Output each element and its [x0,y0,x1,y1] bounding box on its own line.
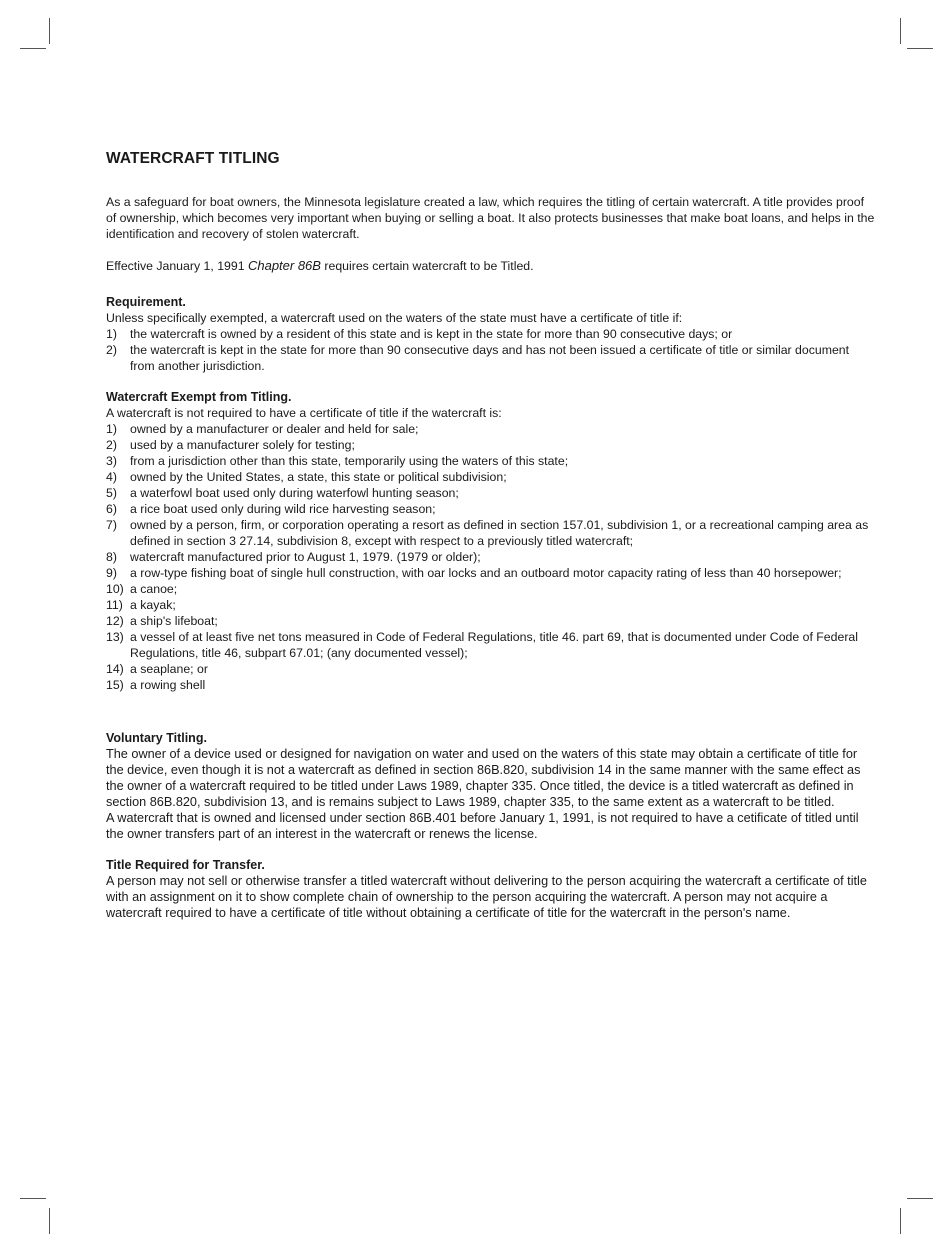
item-number: 8) [106,550,117,564]
item-number: 1) [106,327,117,341]
list-item [106,326,876,342]
item-text: a ship's lifeboat; [130,614,218,628]
crop-mark [49,1208,50,1234]
item-text: owned by a person, firm, or corporation operating a resort as defined in section 157.01, subdivision 1, or a recreational camping area as defined in section 3 27.14, subdivision 8, except with respect to a previously titled watercraft; [130,518,869,548]
requirement-section [106,294,876,374]
crop-mark [20,1198,46,1199]
list-item [106,469,876,485]
item-text: from a jurisdiction other than this state, temporarily using the waters of this state; [130,454,569,468]
crop-mark [907,1198,933,1199]
requirement-heading: Requirement. [106,295,186,309]
exempt-heading: Watercraft Exempt from Titling. [106,390,292,404]
item-text: used by a manufacturer solely for testing; [130,438,355,452]
transfer-heading: Title Required for Transfer. [106,858,265,872]
item-number: 14) [106,662,124,676]
list-item [106,437,876,453]
item-number: 5) [106,486,117,500]
list-item [106,421,876,437]
item-text: a vessel of at least five net tons measured in Code of Federal Regulations, title 46. part 69, that is documented under Code of Federal Regulations, title 46, subpart 67.01; (any documented vessel); [130,630,858,660]
item-number: 10) [106,582,124,596]
item-number: 3) [106,454,117,468]
crop-mark [907,48,933,49]
exempt-section [106,389,876,693]
item-text: a row-type fishing boat of single hull construction, with oar locks and an outboard motor capacity rating of less than 40 horsepower; [130,566,842,580]
chapter-reference: Chapter 86B [247,258,321,273]
list-item [106,677,876,693]
item-number: 2) [106,343,117,357]
exempt-list [106,421,876,693]
item-number: 12) [106,614,124,628]
licensed-watercraft-paragraph: A watercraft that is owned and licensed under section 86B.401 before January 1, 1991, is not required to have a cetificate of titled until the owner transfers part of an interest in the watercraft or renews the license. [106,811,859,841]
item-text: a seaplane; or [130,662,208,676]
list-item [106,597,876,613]
list-item [106,613,876,629]
crop-mark [20,48,46,49]
list-item [106,661,876,677]
item-text: a kayak; [130,598,176,612]
transfer-section [106,857,876,921]
effective-prefix: Effective January 1, 1991 [106,259,245,273]
list-item [106,485,876,501]
crop-mark [900,1208,901,1234]
item-text: owned by a manufacturer or dealer and held for sale; [130,422,419,436]
transfer-paragraph: A person may not sell or otherwise transfer a titled watercraft without delivering to the person acquiring the watercraft a certificate of title with an assignment on it to show complete chain of ownership to the person acquiring the watercraft. A person may not acquire a watercraft required to have a certificate of title without obtaining a certificate of title for the watercraft in the person's name. [106,874,867,920]
list-item [106,342,876,374]
list-item [106,549,876,565]
effective-date-line [106,258,876,274]
item-text: a rice boat used only during wild rice harvesting season; [130,502,436,516]
item-text: a canoe; [130,582,178,596]
list-item [106,501,876,517]
voluntary-paragraph: The owner of a device used or designed for navigation on water and used on the waters of this state may obtain a certificate of title for the device, even though it is not a watercraft as defined in section 86B.820, subdivision 14 in the same manner with the same effect as the owner of a watercraft required to be titled under Laws 1989, chapter 335. Once titled, the device is a titled watercraft as defined in section 86B.820, subdivision 13, and is remains subject to Laws 1989, chapter 335, to the same extent as a watercraft to be titled. [106,747,861,809]
item-number: 9) [106,566,117,580]
crop-mark [900,18,901,44]
crop-mark [49,18,50,44]
item-number: 2) [106,438,117,452]
page-title: WATERCRAFT TITLING [106,150,280,167]
item-number: 4) [106,470,117,484]
item-text: watercraft manufactured prior to August 1, 1979. (1979 or older); [130,550,481,564]
item-number: 6) [106,502,117,516]
effective-suffix: requires certain watercraft to be Titled. [324,259,534,273]
item-text: the watercraft is kept in the state for more than 90 consecutive days and has not been issued a certificate of title or similar document from another jurisdiction. [130,343,850,373]
item-text: the watercraft is owned by a resident of this state and is kept in the state for more than 90 consecutive days; or [130,327,733,341]
item-number: 7) [106,518,117,532]
list-item [106,517,876,549]
item-number: 11) [106,598,123,612]
requirement-lead: Unless specifically exempted, a watercraft used on the waters of the state must have a certificate of title if: [106,311,683,325]
item-number: 15) [106,678,124,692]
requirement-list [106,326,876,374]
intro-paragraph: As a safeguard for boat owners, the Minnesota legislature created a law, which requires the titling of certain watercraft. A title provides proof of ownership, which becomes very important when buying or selling a boat. It also protects businesses that make boat loans, and helps in the identification and recovery of stolen watercraft. [106,195,875,241]
item-text: a waterfowl boat used only during waterfowl hunting season; [130,486,459,500]
item-text: a rowing shell [130,678,206,692]
list-item [106,453,876,469]
list-item [106,565,876,581]
spacer [106,708,876,730]
exempt-lead: A watercraft is not required to have a certificate of title if the watercraft is: [106,406,502,420]
voluntary-heading: Voluntary Titling. [106,731,207,745]
item-number: 1) [106,422,117,436]
list-item [106,629,876,661]
list-item [106,581,876,597]
voluntary-section [106,730,876,842]
item-number: 13) [106,630,124,644]
document-body [106,150,876,936]
item-text: owned by the United States, a state, this state or political subdivision; [130,470,507,484]
